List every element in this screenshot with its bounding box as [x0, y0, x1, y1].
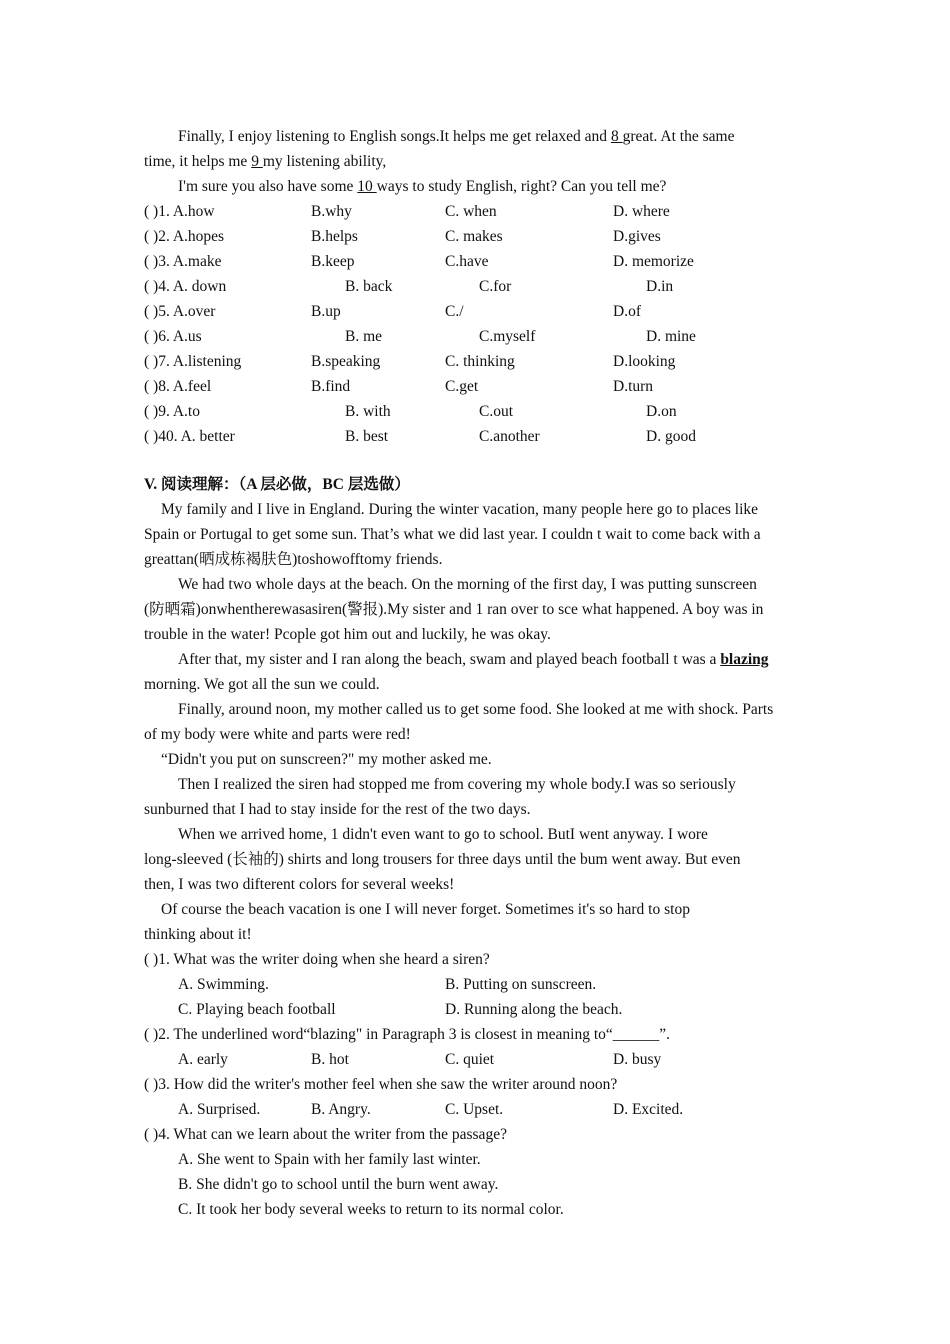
passage-line: My family and I live in England. During the winter vacation, many people here go to places like [161, 501, 759, 518]
cloze-line-2 [144, 149, 808, 174]
option-a: A. Swimming. [178, 976, 269, 993]
option-d: D.gives [613, 228, 661, 245]
passage-line: “Didn't you put on sunscreen?" my mother asked me. [161, 751, 492, 768]
option-b: B.why [311, 203, 352, 220]
option-d: D. Excited. [613, 1101, 684, 1118]
cloze-text: I'm sure you also have some [178, 178, 358, 195]
option-c: C. Upset. [445, 1101, 504, 1118]
section-heading: V. 阅读理解：（A 层必做，BC 层选做） [144, 476, 410, 493]
option-a: ( )2. A.hopes [144, 228, 225, 245]
cloze-question [144, 199, 808, 224]
option-c: C.have [445, 253, 489, 270]
option-c: C.for [479, 278, 512, 295]
option-c: C. It took her body several weeks to return to its normal color. [178, 1201, 564, 1218]
option-d: D. good [646, 428, 696, 445]
option-d: D.turn [613, 378, 654, 395]
passage-line: When we arrived home, 1 didn't even want to go to school. ButI went anyway. I wore [178, 826, 708, 843]
cloze-question [144, 249, 808, 274]
passage-line: Of course the beach vacation is one I will never forget. Sometimes it's so hard to stop [161, 901, 690, 918]
option-a: ( )7. A.listening [144, 353, 242, 370]
option-b: B.helps [311, 228, 358, 245]
cloze-question [144, 224, 808, 249]
reading-options [144, 997, 808, 1022]
passage-line: of my body were white and parts were red! [144, 726, 411, 743]
reading-question-3: ( )3. How did the writer's mother feel when she saw the writer around noon? [144, 1076, 618, 1093]
option-b: B. with [345, 403, 391, 420]
option-b: B.up [311, 303, 341, 320]
reading-question-4: ( )4. What can we learn about the writer from the passage? [144, 1126, 507, 1143]
cloze-question [144, 349, 808, 374]
option-c: C.out [479, 403, 514, 420]
option-a: ( )5. A.over [144, 303, 216, 320]
option-c: C./ [445, 303, 464, 320]
option-d: D.in [646, 278, 674, 295]
option-b: B. Putting on sunscreen. [445, 976, 597, 993]
passage-line [144, 647, 808, 672]
option-d: D. memorize [613, 253, 694, 270]
option-a: ( )3. A.make [144, 253, 222, 270]
cloze-text: ways to study English, right? Can you tell me? [376, 178, 667, 195]
option-b: B. me [345, 328, 383, 345]
option-a: A. early [178, 1051, 228, 1068]
cloze-line-1 [144, 124, 808, 149]
cloze-question [144, 299, 808, 324]
option-b: B. back [345, 278, 393, 295]
passage-line: long-sleeved (长袖的) shirts and long trousers for three days until the bum went away. But even [144, 851, 741, 868]
option-d: D.looking [613, 353, 676, 370]
passage-text: After that, my sister and I ran along the beach, swam and played beach football t was a [178, 651, 717, 668]
cloze-text: my listening ability, [262, 153, 387, 170]
underlined-word-blazing: blazing [720, 651, 769, 668]
passage-line: trouble in the water! Pcople got him out and luckily, he was okay. [144, 626, 551, 643]
passage-line: Spain or Portugal to get some sun. That’s what we did last year. I couldn t wait to come back with a [144, 526, 761, 543]
option-b: B. best [345, 428, 389, 445]
reading-question-2: ( )2. The underlined word“blazing" in Paragraph 3 is closest in meaning to“______”. [144, 1026, 671, 1043]
passage-line: Then I realized the siren had stopped me from covering my whole body.I was so seriously [178, 776, 736, 793]
reading-options [144, 1097, 808, 1122]
cloze-question [144, 374, 808, 399]
option-c: C. makes [445, 228, 503, 245]
worksheet-page [144, 124, 808, 1222]
option-d: D. busy [613, 1051, 662, 1068]
option-a: ( )9. A.to [144, 403, 200, 420]
cloze-text: time, it helps me [144, 153, 252, 170]
option-c: C. Playing beach football [178, 1001, 336, 1018]
cloze-question [144, 324, 808, 349]
option-d: D. Running along the beach. [445, 1001, 623, 1018]
option-b: B.keep [311, 253, 355, 270]
blank-9: 9 [251, 153, 263, 170]
reading-question-1: ( )1. What was the writer doing when she heard a siren? [144, 951, 490, 968]
option-a: A. Surprised. [178, 1101, 261, 1118]
option-d: D.of [613, 303, 641, 320]
passage-line: (防晒霜)onwhentherewasasiren(警报).My sister and 1 ran over to sce what happened. A boy was in [144, 601, 764, 618]
cloze-question [144, 424, 808, 449]
option-c: C. when [445, 203, 497, 220]
option-b: B.speaking [311, 353, 381, 370]
cloze-question [144, 274, 808, 299]
option-a: ( )40. A. better [144, 428, 235, 445]
passage-line: morning. We got all the sun we could. [144, 676, 380, 693]
passage-line: sunburned that I had to stay inside for the rest of the two days. [144, 801, 531, 818]
option-c: C.get [445, 378, 479, 395]
option-a: ( )4. A. down [144, 278, 227, 295]
option-d: D. where [613, 203, 670, 220]
option-c: C. thinking [445, 353, 515, 370]
blank-8: 8 [610, 128, 623, 145]
option-b: B. She didn't go to school until the burn went away. [178, 1176, 499, 1193]
cloze-line-3 [144, 174, 808, 199]
option-b: B. Angry. [311, 1101, 371, 1118]
option-a: ( )6. A.us [144, 328, 202, 345]
option-c: C. quiet [445, 1051, 495, 1068]
reading-options [144, 1047, 808, 1072]
option-a: ( )8. A.feel [144, 378, 212, 395]
blank-10: 10 [357, 178, 377, 195]
option-a: ( )1. A.how [144, 203, 215, 220]
passage-line: thinking about it! [144, 926, 252, 943]
cloze-text: Finally, I enjoy listening to English songs.It helps me get relaxed and [178, 128, 611, 145]
passage-line: greattan(晒成栋褐肤色)toshowofftomy friends. [144, 551, 443, 568]
passage-line: We had two whole days at the beach. On the morning of the first day, I was putting sunscreen [178, 576, 757, 593]
passage-line: then, I was two difterent colors for several weeks! [144, 876, 455, 893]
cloze-text: great. At the same [622, 128, 735, 145]
option-c: C.another [479, 428, 540, 445]
option-d: D. mine [646, 328, 696, 345]
passage-line: Finally, around noon, my mother called us to get some food. She looked at me with shock. Parts [178, 701, 774, 718]
option-a: A. She went to Spain with her family last winter. [178, 1151, 481, 1168]
option-b: B. hot [311, 1051, 349, 1068]
reading-options [144, 972, 808, 997]
option-b: B.find [311, 378, 351, 395]
cloze-question [144, 399, 808, 424]
option-d: D.on [646, 403, 677, 420]
option-c: C.myself [479, 328, 536, 345]
